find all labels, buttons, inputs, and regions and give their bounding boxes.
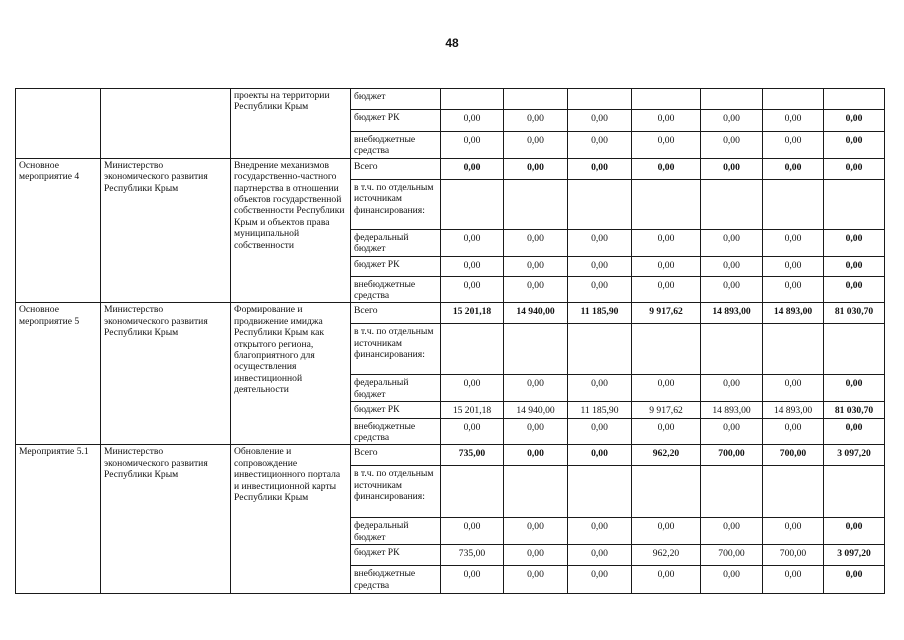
amount-cell: 0,00 — [701, 158, 763, 179]
amount-cell: 11 185,90 — [568, 303, 632, 324]
amount-cell: 700,00 — [763, 545, 824, 566]
funding-source-cell: бюджет РК — [351, 110, 441, 132]
description-cell: проекты на территории Республики Крым — [231, 89, 351, 159]
amount-cell: 0,00 — [568, 566, 632, 594]
total-value-cell: 81 030,70 — [824, 303, 885, 324]
amount-cell: 735,00 — [441, 545, 504, 566]
amount-cell — [441, 466, 504, 518]
funding-source-cell: бюджет РК — [351, 545, 441, 566]
amount-cell: 0,00 — [763, 418, 824, 445]
amount-cell: 0,00 — [568, 375, 632, 402]
amount-cell — [441, 324, 504, 375]
total-value-cell: 0,00 — [824, 158, 885, 179]
amount-cell: 0,00 — [441, 132, 504, 159]
row-code-cell: Основное мероприятие 5 — [16, 303, 101, 445]
amount-cell: 0,00 — [763, 132, 824, 159]
total-value-cell: 81 030,70 — [824, 402, 885, 418]
amount-cell: 0,00 — [568, 110, 632, 132]
amount-cell: 0,00 — [632, 229, 701, 256]
amount-cell: 0,00 — [441, 375, 504, 402]
amount-cell: 0,00 — [504, 110, 568, 132]
amount-cell: 0,00 — [568, 256, 632, 276]
amount-cell: 0,00 — [504, 229, 568, 256]
total-value-cell: 0,00 — [824, 566, 885, 594]
total-value-cell — [824, 466, 885, 518]
amount-cell — [504, 179, 568, 229]
amount-cell: 0,00 — [763, 110, 824, 132]
amount-cell: 0,00 — [632, 110, 701, 132]
amount-cell: 0,00 — [763, 375, 824, 402]
amount-cell: 0,00 — [701, 132, 763, 159]
description-cell: Формирование и продвижение имиджа Республики Крым как открытого региона, благоприятного для осуществления инвестиционной деятельности — [231, 303, 351, 445]
row-code-cell — [16, 89, 101, 159]
amount-cell — [701, 89, 763, 110]
amount-cell — [763, 89, 824, 110]
amount-cell: 14 893,00 — [701, 402, 763, 418]
amount-cell: 0,00 — [504, 132, 568, 159]
amount-cell — [701, 179, 763, 229]
amount-cell: 735,00 — [441, 445, 504, 466]
amount-cell: 0,00 — [568, 518, 632, 545]
amount-cell: 0,00 — [441, 418, 504, 445]
funding-source-cell: бюджет РК — [351, 402, 441, 418]
amount-cell: 0,00 — [701, 518, 763, 545]
amount-cell: 0,00 — [701, 229, 763, 256]
amount-cell: 0,00 — [441, 256, 504, 276]
amount-cell: 0,00 — [701, 418, 763, 445]
executor-cell: Министерство экономического развития Республики Крым — [101, 303, 231, 445]
amount-cell: 14 893,00 — [763, 303, 824, 324]
amount-cell: 0,00 — [763, 566, 824, 594]
amount-cell: 962,20 — [632, 445, 701, 466]
total-value-cell: 0,00 — [824, 229, 885, 256]
amount-cell: 0,00 — [504, 418, 568, 445]
amount-cell: 0,00 — [568, 158, 632, 179]
total-value-cell: 0,00 — [824, 132, 885, 159]
total-value-cell: 0,00 — [824, 418, 885, 445]
amount-cell — [504, 324, 568, 375]
funding-source-cell: бюджет РК — [351, 256, 441, 276]
amount-cell: 700,00 — [701, 445, 763, 466]
amount-cell: 0,00 — [701, 375, 763, 402]
funding-source-cell: федеральный бюджет — [351, 375, 441, 402]
amount-cell: 14 893,00 — [763, 402, 824, 418]
amount-cell: 0,00 — [632, 375, 701, 402]
funding-source-cell: бюджет — [351, 89, 441, 110]
funding-source-cell: в т.ч. по отдельным источникам финансирования: — [351, 466, 441, 518]
total-value-cell: 0,00 — [824, 256, 885, 276]
amount-cell: 0,00 — [504, 375, 568, 402]
funding-source-cell: федеральный бюджет — [351, 229, 441, 256]
executor-cell — [101, 89, 231, 159]
total-value-cell: 0,00 — [824, 276, 885, 303]
amount-cell: 14 940,00 — [504, 402, 568, 418]
amount-cell: 0,00 — [441, 110, 504, 132]
amount-cell: 15 201,18 — [441, 303, 504, 324]
amount-cell: 700,00 — [763, 445, 824, 466]
amount-cell: 0,00 — [441, 566, 504, 594]
amount-cell: 14 893,00 — [701, 303, 763, 324]
amount-cell: 0,00 — [763, 158, 824, 179]
amount-cell: 0,00 — [441, 229, 504, 256]
funding-source-cell: внебюджетные средства — [351, 418, 441, 445]
amount-cell: 15 201,18 — [441, 402, 504, 418]
amount-cell — [441, 89, 504, 110]
amount-cell: 0,00 — [568, 445, 632, 466]
amount-cell — [763, 179, 824, 229]
funding-source-cell: Всего — [351, 303, 441, 324]
funding-source-cell: в т.ч. по отдельным источникам финансирования: — [351, 179, 441, 229]
amount-cell — [632, 179, 701, 229]
amount-cell — [441, 179, 504, 229]
total-value-cell: 3 097,20 — [824, 445, 885, 466]
total-value-cell: 3 097,20 — [824, 545, 885, 566]
amount-cell — [632, 89, 701, 110]
amount-cell: 700,00 — [701, 545, 763, 566]
amount-cell: 0,00 — [568, 229, 632, 256]
table-row — [16, 445, 885, 466]
amount-cell — [632, 324, 701, 375]
table-row — [16, 158, 885, 179]
amount-cell: 0,00 — [504, 158, 568, 179]
row-code-cell: Основное мероприятие 4 — [16, 158, 101, 303]
amount-cell: 9 917,62 — [632, 303, 701, 324]
amount-cell: 0,00 — [701, 276, 763, 303]
amount-cell: 0,00 — [701, 566, 763, 594]
amount-cell — [763, 324, 824, 375]
funding-source-cell: внебюджетные средства — [351, 276, 441, 303]
funding-source-cell: внебюджетные средства — [351, 132, 441, 159]
amount-cell — [568, 179, 632, 229]
funding-source-cell: в т.ч. по отдельным источникам финансирования: — [351, 324, 441, 375]
executor-cell: Министерство экономического развития Республики Крым — [101, 158, 231, 303]
amount-cell: 0,00 — [632, 132, 701, 159]
amount-cell: 0,00 — [763, 256, 824, 276]
amount-cell — [632, 466, 701, 518]
total-value-cell — [824, 89, 885, 110]
amount-cell: 962,20 — [632, 545, 701, 566]
amount-cell: 0,00 — [568, 545, 632, 566]
amount-cell — [568, 324, 632, 375]
amount-cell — [504, 466, 568, 518]
amount-cell — [568, 89, 632, 110]
amount-cell — [701, 466, 763, 518]
amount-cell: 0,00 — [632, 518, 701, 545]
amount-cell: 0,00 — [504, 276, 568, 303]
amount-cell: 0,00 — [441, 518, 504, 545]
amount-cell: 0,00 — [568, 418, 632, 445]
amount-cell: 0,00 — [763, 276, 824, 303]
amount-cell — [701, 324, 763, 375]
page-number: 48 — [445, 36, 459, 50]
total-value-cell: 0,00 — [824, 375, 885, 402]
amount-cell — [763, 466, 824, 518]
row-code-cell: Мероприятие 5.1 — [16, 445, 101, 594]
amount-cell: 0,00 — [632, 418, 701, 445]
amount-cell: 0,00 — [504, 256, 568, 276]
amount-cell — [504, 89, 568, 110]
table-row — [16, 89, 885, 110]
amount-cell: 0,00 — [441, 276, 504, 303]
amount-cell: 0,00 — [568, 276, 632, 303]
total-value-cell: 0,00 — [824, 518, 885, 545]
table-row — [16, 303, 885, 324]
amount-cell: 0,00 — [504, 566, 568, 594]
amount-cell: 0,00 — [763, 518, 824, 545]
total-value-cell — [824, 179, 885, 229]
amount-cell: 9 917,62 — [632, 402, 701, 418]
amount-cell — [568, 466, 632, 518]
amount-cell: 0,00 — [504, 445, 568, 466]
amount-cell: 0,00 — [632, 276, 701, 303]
description-cell: Обновление и сопровождение инвестиционного портала и инвестиционной карты Республики Крым — [231, 445, 351, 594]
budget-table — [15, 88, 885, 594]
amount-cell: 0,00 — [701, 110, 763, 132]
amount-cell: 14 940,00 — [504, 303, 568, 324]
funding-source-cell: Всего — [351, 158, 441, 179]
funding-source-cell: внебюджетные средства — [351, 566, 441, 594]
amount-cell: 0,00 — [632, 566, 701, 594]
amount-cell: 0,00 — [701, 256, 763, 276]
description-cell: Внедрение механизмов государственно-частного партнерства в отношении объектов государственной собственности Республики Крым и объектов права муниципальной собственности — [231, 158, 351, 303]
amount-cell: 0,00 — [441, 158, 504, 179]
total-value-cell: 0,00 — [824, 110, 885, 132]
funding-source-cell: федеральный бюджет — [351, 518, 441, 545]
amount-cell: 0,00 — [632, 158, 701, 179]
total-value-cell — [824, 324, 885, 375]
amount-cell: 0,00 — [504, 518, 568, 545]
funding-source-cell: Всего — [351, 445, 441, 466]
executor-cell: Министерство экономического развития Республики Крым — [101, 445, 231, 594]
amount-cell: 0,00 — [504, 545, 568, 566]
amount-cell: 11 185,90 — [568, 402, 632, 418]
amount-cell: 0,00 — [632, 256, 701, 276]
amount-cell: 0,00 — [568, 132, 632, 159]
amount-cell: 0,00 — [763, 229, 824, 256]
